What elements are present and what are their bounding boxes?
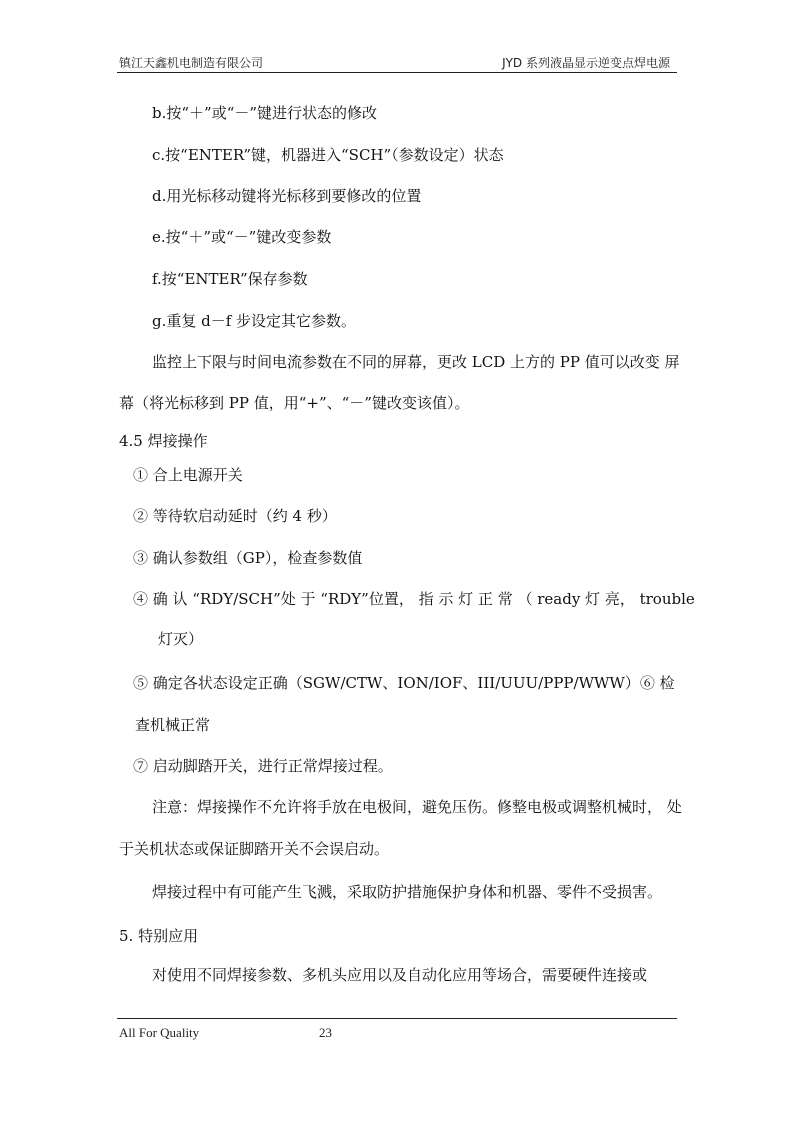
operation-step-6-line-2: 查机械正常 [135,716,211,734]
step-e-line: e.按“＋”或“－”键改变参数 [152,228,332,246]
header-rule [117,72,677,73]
section-heading-special-application: 5. 特别应用 [119,927,199,945]
step-b-line: b.按“＋”或“－”键进行状态的修改 [152,104,378,122]
step-f-line: f.按“ENTER”保存参数 [152,270,308,288]
header-product: JYD 系列液晶显示逆变点焊电源 [502,56,670,70]
footer-rule [117,1018,677,1019]
caution-paragraph-line-1: 注意：焊接操作不允许将手放在电极间，避免压伤。修整电极或调整机械时， 处 [152,798,682,816]
monitor-paragraph-line-2: 幕（将光标移到 PP 值，用“+”、“－”键改变该值）。 [119,394,470,412]
special-application-paragraph: 对使用不同焊接参数、多机头应用以及自动化应用等场合，需要硬件连接或 [152,966,648,984]
operation-step-2: ② 等待软启动延时（约 4 秒） [133,507,337,525]
step-d-line: d.用光标移动键将光标移到要修改的位置 [152,187,422,205]
header-company: 镇江天鑫机电制造有限公司 [119,56,264,70]
step-c-line: c.按“ENTER”键，机器进入“SCH”（参数设定）状态 [152,146,504,164]
page-number: 23 [319,1025,332,1040]
footer-slogan: All For Quality [119,1025,200,1040]
operation-step-5-line-1: ⑤ 确定各状态设定正确（SGW/CTW、ION/IOF、III/UUU/PPP/WWW）⑥ 检 [133,674,675,692]
operation-step-1: ① 合上电源开关 [133,466,243,484]
section-heading-welding-operation: 4.5 焊接操作 [119,432,208,450]
spatter-paragraph: 焊接过程中有可能产生飞溅，采取防护措施保护身体和机器、零件不受损害。 [152,883,663,901]
operation-step-4-line-2: 灯灭） [158,630,204,648]
operation-step-3: ③ 确认参数组（GP），检查参数值 [133,549,363,567]
caution-paragraph-line-2: 于关机状态或保证脚踏开关不会误启动。 [119,840,390,858]
monitor-paragraph-line-1: 监控上下限与时间电流参数在不同的屏幕，更改 LCD 上方的 PP 值可以改变 屏 [152,353,680,371]
operation-step-7: ⑦ 启动脚踏开关，进行正常焊接过程。 [133,757,393,775]
operation-step-4-line-1: ④ 确 认 “RDY/SCH”处 于 “RDY”位置， 指 示 灯 正 常 （ ready 灯 亮， trouble [133,590,695,608]
step-g-line: g.重复 d－f 步设定其它参数。 [152,312,357,330]
